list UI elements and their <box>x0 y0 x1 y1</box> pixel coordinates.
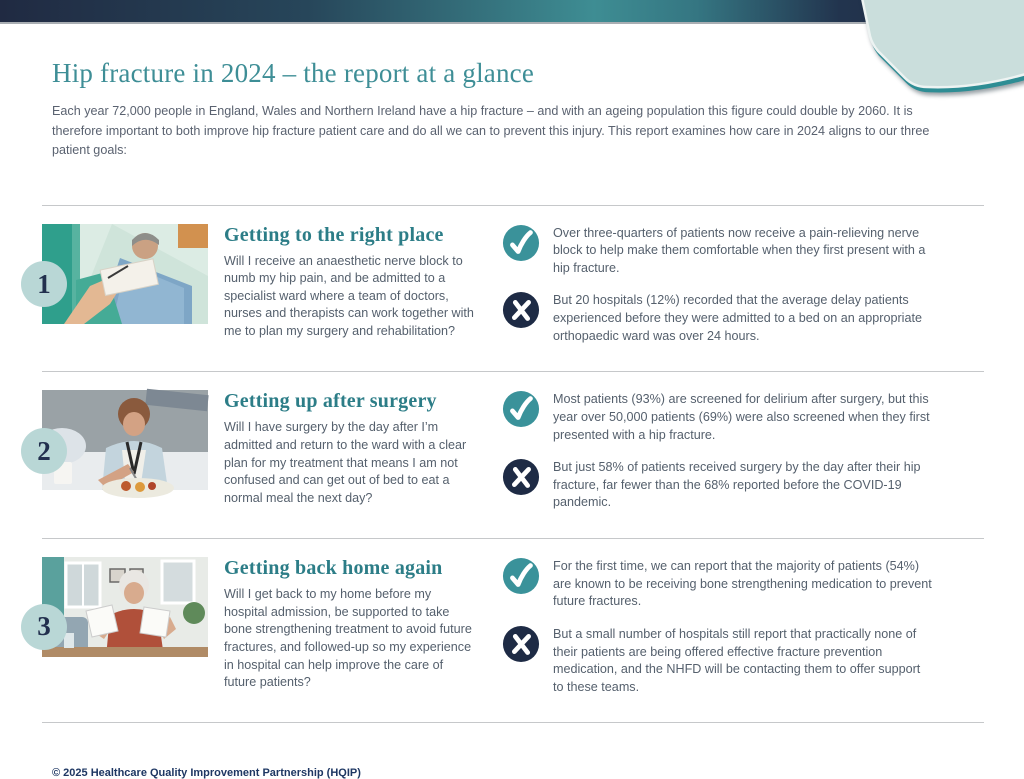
section-number-badge <box>21 604 67 650</box>
patient-goal <box>208 390 476 512</box>
findings <box>476 557 984 696</box>
section-back-home <box>37 539 984 722</box>
cross-icon <box>502 291 540 329</box>
cross-icon <box>502 458 540 496</box>
negative-finding <box>502 291 984 345</box>
findings <box>476 224 984 346</box>
negative-text: But 20 hospitals (12%) recorded that the average delay patients experienced before they were admitted to a bed on an appropriate orthopaedic ward was over 24 hours. <box>553 293 922 343</box>
cross-icon <box>502 625 540 663</box>
section-media <box>37 557 208 696</box>
check-icon <box>502 557 540 595</box>
photo-patient-at-home-reading <box>42 557 208 657</box>
section-media <box>37 224 208 346</box>
goal-heading: Getting to the right place <box>224 223 444 246</box>
photo-patient-eating-meal <box>42 390 208 490</box>
negative-finding <box>502 458 984 512</box>
patient-goal <box>208 224 476 346</box>
positive-text: Most patients (93%) are screened for delirium after surgery, but this year over 50,000 patients (69%) were also screened when they first presented with a hip fracture. <box>553 392 930 442</box>
findings <box>476 390 984 512</box>
section-right-place <box>37 206 984 372</box>
positive-finding <box>502 390 984 444</box>
check-icon <box>502 390 540 428</box>
negative-text: But a small number of hospitals still report that practically none of their patients are being offered effective fracture prevention medication, and the NHFD will be contacting them to offer support to these teams. <box>553 626 921 694</box>
goal-heading: Getting up after surgery <box>224 390 437 413</box>
positive-text: Over three-quarters of patients now receive a pain-relieving nerve block to help make them comfortable when they first present with a hip fracture. <box>553 225 926 275</box>
section-number: 1 <box>37 268 51 299</box>
section-number-badge <box>21 428 67 474</box>
goal-question: Will I have surgery by the day after I’m admitted and return to the ward with a clear plan for my treatment that means I am not confused and can get out of bed to eat a normal meal the next day? <box>224 420 467 505</box>
page-title: Hip fracture in 2024 – the report at a glance <box>52 58 535 88</box>
page-content <box>0 24 1024 779</box>
intro-paragraph: Each year 72,000 people in England, Wales and Northern Ireland have a hip fracture – and with an ageing population this figure could double by 2060. It is therefore important to both improve hip fracture patient care and do all we can to prevent this injury. This report examines how care in 2024 aligns to our three patient goals: <box>52 104 930 158</box>
positive-text: For the first time, we can report that the majority of patients (54%) are known to be receiving bone strengthening medication to prevent future fractures. <box>553 559 932 609</box>
check-icon <box>502 224 540 262</box>
section-number-badge <box>21 261 67 307</box>
section-media <box>37 390 208 512</box>
positive-finding <box>502 224 984 278</box>
negative-finding <box>502 625 984 697</box>
section-number: 2 <box>37 435 51 466</box>
section-divider <box>42 722 984 723</box>
negative-text: But just 58% of patients received surgery by the day after their hip fracture, far fewer than the 68% reported before the COVID-19 pandemic. <box>553 460 921 510</box>
photo-patient-in-hospital-bed <box>42 224 208 324</box>
section-after-surgery <box>37 372 984 538</box>
copyright-notice: © 2025 Healthcare Quality Improvement Partnership (HQIP) <box>52 767 361 779</box>
section-number: 3 <box>37 611 51 642</box>
goal-question: Will I get back to my home before my hospital admission, be supported to take bone strengthening treatment to avoid future fractures, and followed-up so my experience in hospital can help improve the care of future patients? <box>224 587 472 690</box>
goal-heading: Getting back home again <box>224 557 443 580</box>
goal-question: Will I receive an anaesthetic nerve block to numb my hip pain, and be admitted to a specialist ward where a team of doctors, nurses and therapists can work together with me to plan my surgery and rehabilitation? <box>224 253 474 339</box>
positive-finding <box>502 557 984 611</box>
patient-goal <box>208 557 476 696</box>
